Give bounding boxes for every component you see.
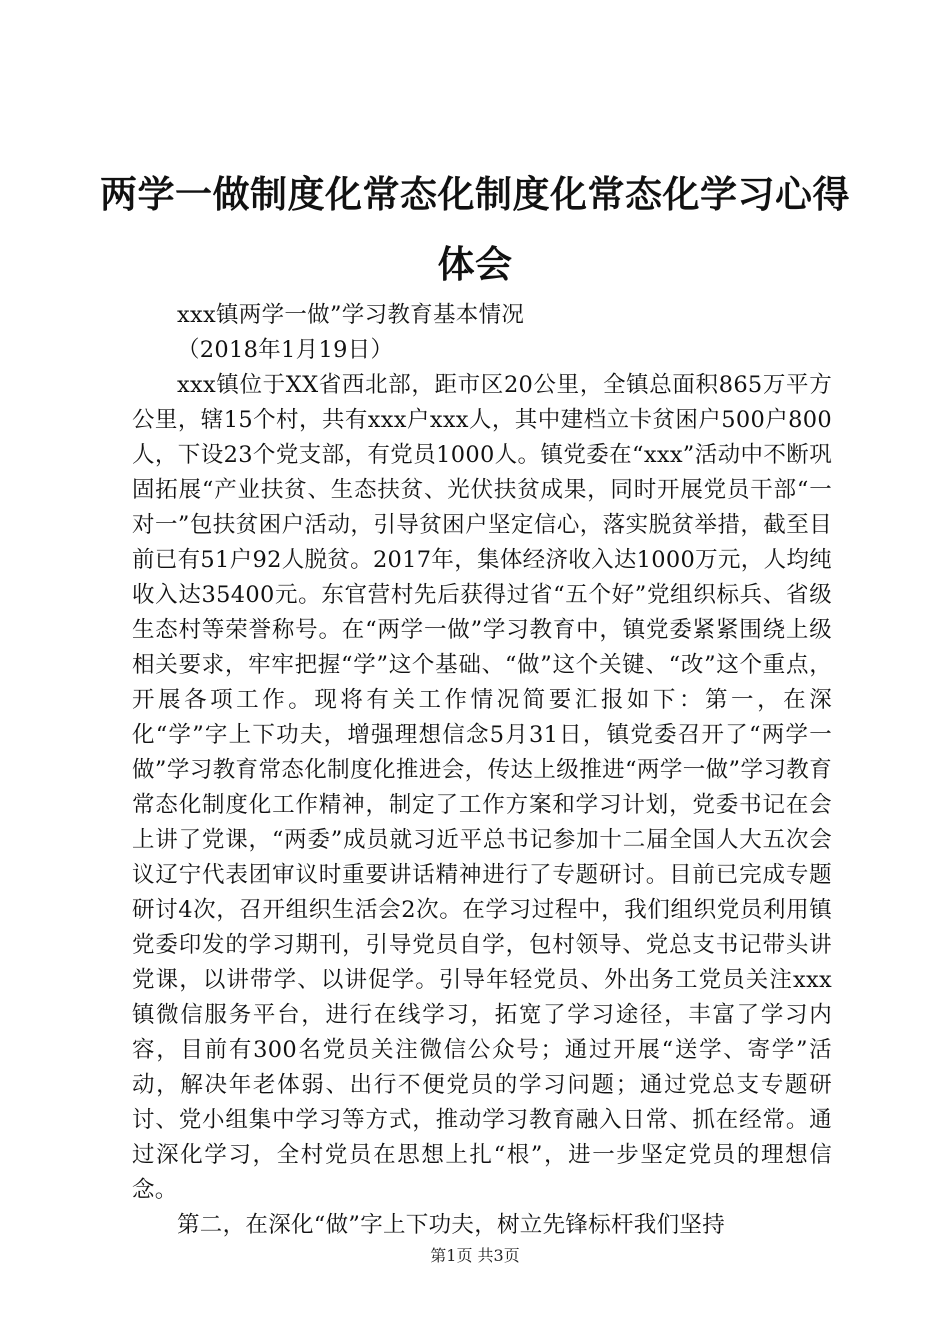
document-subtitle: xxx镇两学一做”学习教育基本情况 [177,302,525,328]
body-paragraph: 第二，在深化“做”字上下功夫，树立先锋标杆我们坚持 [177,1212,726,1238]
page-number: 第1页 共3页 [430,1246,520,1265]
document-title: 两学一做制度化常态化制度化常态化学习心得体会 [100,173,850,286]
document-body [132,298,832,1243]
document-date: （2018年1月19日） [177,337,394,363]
body-paragraph: xxx镇位于XX省西北部，距市区20公里，全镇总面积865万平方公里，辖15个村，共有xxx户xxx人，其中建档立卡贫困户500户800人，下设23个党支部，有党员1000人。镇党委在“xxx”活动中不断巩固拓展“产业扶贫、生态扶贫、光伏扶贫成果，同时开展党员干部“一对一”包扶贫困户活动，引导贫困户坚定信心，落实脱贫举措，截至目前已有51户92人脱贫。2017年，集体经济收入达1000万元，人均纯收入达35400元。东官营村先后获得过省“五个好”党组织标兵、省级生态村等荣誉称号。在“两学一做”学习教育中，镇党委紧紧围绕上级相关要求，牢牢把握“学”这个基础、“做”这个关键、“改”这个重点，开展各项工作。现将有关工作情况简要汇报如下：第一，在深化“学”字上下功夫，增强理想信念5月31日，镇党委召开了“两学一做”学习教育常态化制度化推进会，传达上级推进“两学一做”学习教育常态化制度化工作精神，制定了工作方案和学习计划，党委书记在会上讲了党课，“两委”成员就习近平总书记参加十二届全国人大五次会议辽宁代表团审议时重要讲话精神进行了专题研讨。目前已完成专题研讨4次，召开组织生活会2次。在学习过程中，我们组织党员利用镇党委印发的学习期刊，引导党员自学，包村领导、党总支书记带头讲党课，以讲带学、以讲促学。引导年轻党员、外出务工党员关注xxx镇微信服务平台，进行在线学习，拓宽了学习途径，丰富了学习内容，目前有300名党员关注微信公众号；通过开展“送学、寄学”活动，解决年老体弱、出行不便党员的学习问题；通过党总支专题研讨、党小组集中学习等方式，推动学习教育融入日常、抓在经常。通过深化学习，全村党员在思想上扎“根”，进一步坚定党员的理想信念。 [132,372,832,1203]
